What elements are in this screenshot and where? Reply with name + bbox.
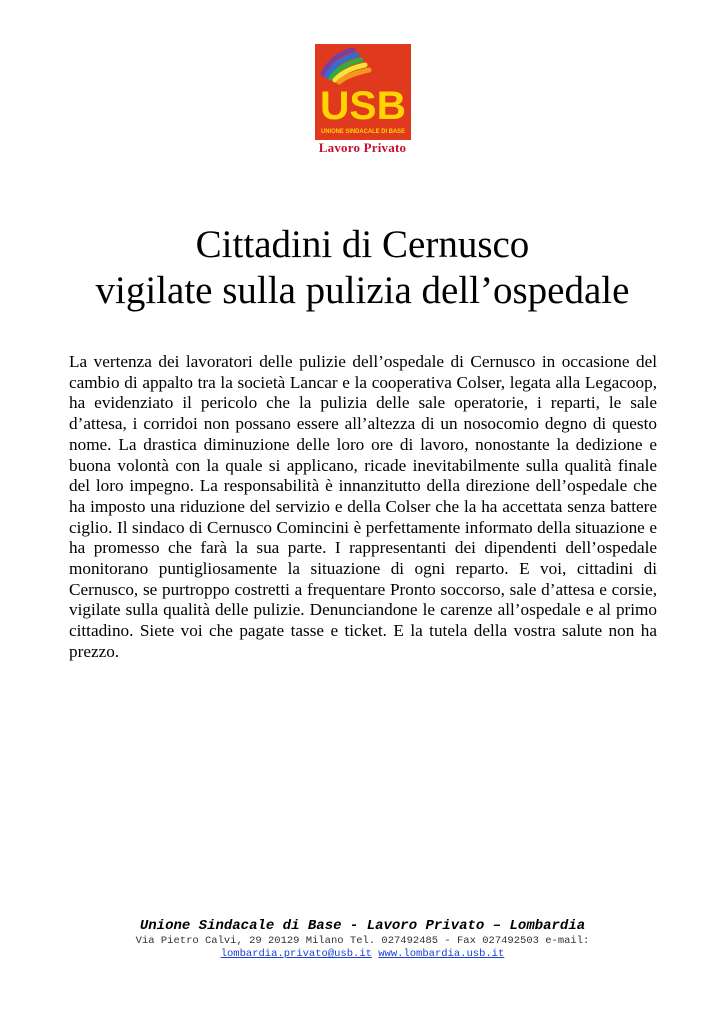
footer bbox=[0, 917, 725, 961]
footer-website-link[interactable]: www.lombardia.usb.it bbox=[378, 948, 505, 960]
usb-logo bbox=[315, 44, 411, 140]
article-body: La vertenza dei lavoratori delle pulizie dell’ospedale di Cernusco in occasione del cambio di appalto tra la società Lancar e la cooperativa Colser, legata alla Legacoop, ha evidenziato il pericolo che la pulizia delle sale operatorie, i reparti, le sale d’attesa, i corridoi non possano essere all’altezza di un nosocomio degno di questo nome. La drastica diminuzione delle loro ore di lavoro, nonostante la dedizione e buona volontà con la quale si applicano, ricade inevitabilmente sulla qualità finale del loro impegno. La responsabilità è innanzitutto della direzione dell’ospedale che ha imposto una riduzione del servizio e della Colser che la ha accettata senza battere ciglio. Il sindaco di Cernusco Comincini è perfettamente informato della situazione e ha promesso che farà la sua parte. I rappresentanti dei dipendenti dell’ospedale monitorano puntigliosamente la situazione di ogni reparto. E voi, cittadini di Cernusco, se purtroppo costretti a frequentare Pronto soccorso, sale d’attesa e corsie, vigilate sulla qualità delle pulizie. Denunciandone le carenze all’ospedale e al primo cittadino. Siete voi che pagate tasse e ticket. E la tutela della vostra salute non ha prezzo. bbox=[69, 352, 657, 661]
logo-name: USB bbox=[320, 84, 406, 128]
logo-tagline: UNIONE SINDACALE DI BASE bbox=[321, 128, 406, 135]
header-subtitle: Lavoro Privato bbox=[318, 140, 407, 155]
footer-links bbox=[0, 948, 725, 961]
footer-email-link[interactable]: lombardia.privato@usb.it bbox=[220, 948, 372, 960]
footer-address: Via Pietro Calvi, 29 20129 Milano Tel. 027492485 - Fax 027492503 e-mail: bbox=[135, 935, 590, 947]
title-line-1: Cittadini di Cernusco bbox=[195, 223, 530, 266]
title-line-2: vigilate sulla pulizia dell’ospedale bbox=[95, 269, 630, 312]
page-title bbox=[0, 222, 725, 314]
footer-org-name: Unione Sindacale di Base - Lavoro Privato – Lombardia bbox=[139, 918, 586, 934]
